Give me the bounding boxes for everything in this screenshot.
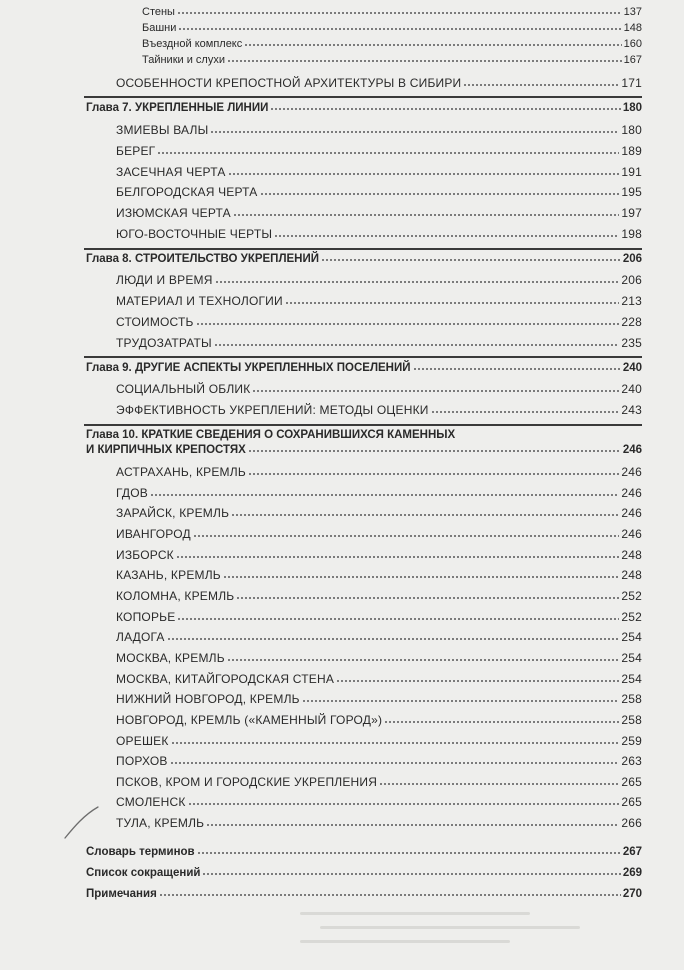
show-through	[300, 940, 510, 943]
entry-page: 198	[621, 227, 642, 241]
entry-title: ЗАСЕЧНАЯ ЧЕРТА	[116, 165, 226, 179]
toc-entry[interactable]	[116, 713, 642, 727]
dot-leader	[321, 259, 621, 261]
toc-entry[interactable]	[116, 76, 642, 90]
entry-title: КОПОРЬЕ	[116, 609, 176, 624]
entry-page: 189	[621, 144, 642, 158]
entry-page: 263	[621, 754, 642, 769]
entry-page: 148	[623, 22, 642, 34]
chapter-divider	[84, 424, 642, 426]
back-matter-entry[interactable]	[86, 867, 642, 879]
entry-title: Стены	[142, 6, 175, 18]
entry-page: 248	[621, 568, 642, 583]
toc-entry[interactable]	[142, 38, 642, 50]
dot-leader	[384, 721, 619, 723]
entry-page: 254	[621, 630, 642, 645]
entry-page: 191	[621, 165, 642, 179]
entry-page: 248	[621, 547, 642, 562]
toc-entry[interactable]	[116, 403, 642, 417]
dot-leader	[196, 323, 620, 325]
dot-leader	[177, 12, 622, 14]
toc-entry[interactable]	[116, 754, 642, 768]
entry-title: АСТРАХАНЬ, КРЕМЛЬ	[116, 465, 246, 479]
toc-entry[interactable]	[116, 465, 642, 479]
toc-entry[interactable]	[116, 336, 642, 350]
back-matter-entry[interactable]	[86, 846, 642, 858]
entry-title: ЗАРАЙСК, КРЕМЛЬ	[116, 506, 230, 521]
dot-leader	[167, 638, 620, 640]
dot-leader	[248, 473, 619, 475]
entry-title: НИЖНИЙ НОВГОРОД, КРЕМЛЬ	[116, 692, 300, 707]
entry-page: 254	[621, 650, 642, 665]
chapter-title: И КИРПИЧНЫХ КРЕПОСТЯХ	[86, 444, 246, 456]
toc-entry[interactable]	[142, 54, 642, 66]
entry-title: ПОРХОВ	[116, 754, 168, 769]
dot-leader	[206, 824, 619, 826]
dot-leader	[463, 84, 619, 86]
dot-leader	[223, 576, 620, 578]
dot-leader	[188, 803, 620, 805]
dot-leader	[379, 783, 619, 785]
entry-title: ИЗБОРСК	[116, 547, 174, 562]
toc-entry[interactable]	[116, 486, 642, 500]
show-through	[320, 926, 580, 929]
entry-title: ЗМИЕВЫ ВАЛЫ	[116, 123, 209, 137]
entry-page: 243	[621, 403, 642, 417]
toc-entry[interactable]	[116, 165, 642, 179]
toc-entry[interactable]	[116, 589, 642, 603]
entry-title: ИВАНГОРОД	[116, 527, 191, 541]
chapter-page: 206	[622, 253, 642, 265]
chapter-title: Глава 7. УКРЕПЛЕННЫЕ ЛИНИИ	[86, 102, 269, 114]
toc-entry[interactable]	[116, 506, 642, 520]
entry-page: 160	[623, 38, 642, 50]
dot-leader	[227, 60, 622, 62]
entry-title: ГДОВ	[116, 485, 148, 500]
toc-entry[interactable]	[116, 123, 642, 137]
entry-page: 213	[621, 294, 642, 308]
entry-title: КАЗАНЬ, КРЕМЛЬ	[116, 568, 221, 583]
dot-leader	[231, 514, 619, 516]
dot-leader	[274, 235, 619, 237]
entry-page: 265	[621, 774, 642, 789]
back-matter-entry[interactable]	[86, 888, 642, 900]
dot-leader	[210, 131, 619, 133]
entry-title: БЕРЕГ	[116, 144, 156, 158]
entry-title: СТОИМОСТЬ	[116, 315, 194, 329]
toc-entry[interactable]	[116, 734, 642, 748]
dot-leader	[197, 852, 621, 854]
entry-page: 254	[621, 671, 642, 686]
entry-page: 266	[621, 816, 642, 830]
entry-title: ОРЕШЕК	[116, 733, 169, 748]
entry-title: МОСКВА, КИТАЙГОРОДСКАЯ СТЕНА	[116, 671, 335, 686]
toc-entry[interactable]	[116, 672, 642, 686]
toc-entry[interactable]	[116, 795, 642, 809]
dot-leader	[150, 494, 619, 496]
entry-title: Примечания	[86, 888, 157, 900]
entry-title: Список сокращений	[86, 867, 201, 879]
toc-entry[interactable]	[116, 227, 642, 241]
dot-leader	[236, 597, 619, 599]
dot-leader	[285, 302, 620, 304]
dot-leader	[214, 344, 619, 346]
dot-leader	[244, 44, 621, 46]
toc-entry[interactable]	[116, 610, 642, 624]
toc-entry[interactable]	[116, 206, 642, 220]
entry-title: Башни	[142, 22, 177, 34]
entry-page: 246	[621, 506, 642, 521]
dot-leader	[202, 873, 620, 875]
entry-title: Словарь терминов	[86, 846, 195, 858]
entry-page: 269	[622, 867, 642, 879]
chapter-divider	[84, 248, 642, 250]
dot-leader	[170, 762, 620, 764]
entry-page: 252	[621, 609, 642, 624]
entry-page: 258	[621, 712, 642, 727]
chapter-divider	[84, 96, 642, 98]
entry-title: ТУЛА, КРЕМЛЬ	[116, 816, 205, 830]
dot-leader	[431, 411, 620, 413]
entry-page: 137	[623, 6, 642, 18]
entry-page: 259	[621, 733, 642, 748]
entry-page: 246	[621, 485, 642, 500]
entry-title: ОСОБЕННОСТИ КРЕПОСТНОЙ АРХИТЕКТУРЫ В СИБИРИ	[116, 76, 462, 90]
entry-title: ЭФФЕКТИВНОСТЬ УКРЕПЛЕНИЙ: МЕТОДЫ ОЦЕНКИ	[116, 403, 429, 417]
chapter-title: Глава 9. ДРУГИЕ АСПЕКТЫ УКРЕПЛЕННЫХ ПОСЕЛЕНИЙ	[86, 362, 411, 374]
chapter-heading-10[interactable]	[86, 444, 642, 456]
chapter-heading-8[interactable]	[86, 253, 642, 265]
toc-entry[interactable]	[116, 144, 642, 158]
entry-title: Въездной комплекс	[142, 38, 243, 50]
toc-entry[interactable]	[116, 651, 642, 665]
entry-title: ПСКОВ, КРОМ И ГОРОДСКИЕ УКРЕПЛЕНИЯ	[116, 774, 378, 789]
dot-leader	[260, 193, 620, 195]
dot-leader	[228, 173, 620, 175]
chapter-divider	[84, 356, 642, 358]
toc-entry[interactable]	[116, 315, 642, 329]
dot-leader	[248, 450, 621, 452]
entry-title: Тайники и слухи	[142, 54, 225, 66]
show-through	[300, 912, 530, 915]
dot-leader	[233, 214, 620, 216]
chapter-title-line1[interactable]: Глава 10. КРАТКИЕ СВЕДЕНИЯ О СОХРАНИВШИХСЯ КАМЕННЫХ	[86, 429, 456, 441]
toc-entry[interactable]	[116, 382, 642, 396]
toc-entry[interactable]	[116, 548, 642, 562]
chapter-page: 246	[622, 444, 642, 456]
entry-title: МОСКВА, КРЕМЛЬ	[116, 650, 225, 665]
entry-page: 171	[621, 76, 642, 90]
dot-leader	[178, 28, 621, 30]
dot-leader	[336, 680, 619, 682]
dot-leader	[157, 152, 619, 154]
dot-leader	[171, 742, 620, 744]
entry-page: 265	[621, 795, 642, 810]
entry-title: КОЛОМНА, КРЕМЛЬ	[116, 588, 235, 603]
dot-leader	[193, 535, 620, 537]
toc-entry[interactable]	[116, 294, 642, 308]
entry-page: 267	[622, 846, 642, 858]
toc-entry[interactable]	[116, 630, 642, 644]
chapter-title: Глава 8. СТРОИТЕЛЬСТВО УКРЕПЛЕНИЙ	[86, 253, 320, 265]
entry-title: ЮГО-ВОСТОЧНЫЕ ЧЕРТЫ	[116, 227, 273, 241]
chapter-page: 180	[622, 102, 642, 114]
entry-title: ИЗЮМСКАЯ ЧЕРТА	[116, 206, 231, 220]
dot-leader	[302, 700, 620, 702]
entry-title: НОВГОРОД, КРЕМЛЬ («КАМЕННЫЙ ГОРОД»)	[116, 712, 383, 727]
entry-page: 235	[621, 336, 642, 350]
dot-leader	[176, 556, 620, 558]
entry-title: ЛАДОГА	[116, 630, 165, 645]
chapter-heading-9[interactable]	[86, 362, 642, 374]
chapter-heading-7[interactable]	[86, 102, 642, 114]
dot-leader	[227, 659, 620, 661]
entry-page: 167	[623, 54, 642, 66]
entry-page: 270	[622, 888, 642, 900]
dot-leader	[413, 368, 621, 370]
entry-page: 197	[621, 206, 642, 220]
entry-page: 180	[621, 123, 642, 137]
entry-page: 252	[621, 588, 642, 603]
entry-page: 246	[621, 527, 642, 541]
entry-title: БЕЛГОРОДСКАЯ ЧЕРТА	[116, 185, 258, 199]
entry-title: ТРУДОЗАТРАТЫ	[116, 336, 212, 350]
entry-title: ЛЮДИ И ВРЕМЯ	[116, 273, 213, 287]
entry-title: СОЦИАЛЬНЫЙ ОБЛИК	[116, 382, 251, 396]
dot-leader	[252, 390, 619, 392]
dot-leader	[177, 618, 619, 620]
toc-entry[interactable]	[116, 185, 642, 199]
dot-leader	[159, 894, 621, 896]
toc-entry[interactable]	[116, 692, 642, 706]
chapter-page: 240	[622, 362, 642, 374]
entry-page: 228	[621, 315, 642, 329]
toc-entry[interactable]	[116, 568, 642, 582]
dot-leader	[215, 281, 620, 283]
toc-entry[interactable]	[116, 527, 642, 541]
entry-page: 195	[621, 185, 642, 199]
pencil-mark-icon	[62, 805, 102, 841]
entry-title: СМОЛЕНСК	[116, 795, 186, 810]
entry-title: МАТЕРИАЛ И ТЕХНОЛОГИИ	[116, 294, 283, 308]
toc-entry[interactable]	[116, 816, 642, 830]
toc-entry[interactable]	[142, 22, 642, 34]
toc-entry[interactable]	[142, 6, 642, 18]
entry-page: 258	[621, 692, 642, 707]
entry-page: 206	[621, 273, 642, 287]
entry-page: 246	[621, 465, 642, 479]
dot-leader	[270, 108, 620, 110]
toc-entry[interactable]	[116, 775, 642, 789]
entry-page: 240	[621, 382, 642, 396]
toc-entry[interactable]	[116, 273, 642, 287]
